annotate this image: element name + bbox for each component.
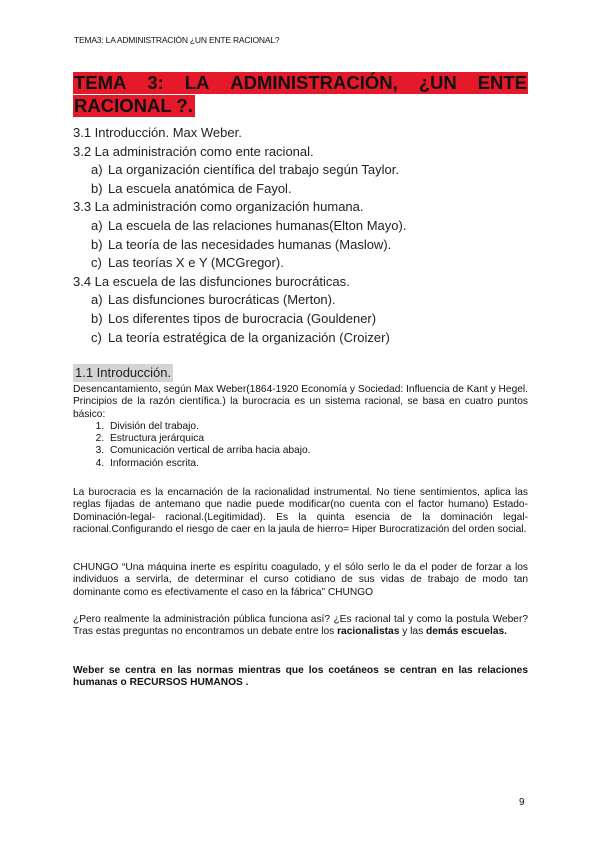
running-header: TEMA3: LA ADMINISTRACIÓN ¿UN ENTE RACIONAL? bbox=[74, 35, 280, 45]
list-item: 3. Comunicación vertical de arriba hacia abajo. bbox=[107, 445, 528, 457]
points-list bbox=[73, 421, 528, 470]
toc-subitem: c) La teoría estratégica de la organización (Croizer) bbox=[91, 329, 390, 345]
toc-item: 3.1 Introducción. Max Weber. bbox=[73, 125, 242, 140]
paragraph-bureaucracy: La burocracia es la encarnación de la racionalidad instrumental. No tiene sentimientos, aplica las reglas fijadas de antemano que nadie puede modificar(no cuenta con el factor humano) Estado-Dominación-legal- racional.(Legitimidad). Es la quinta esencia de la dominación legal-racional.Configurando el riesgo de caer en la jaula de hierro= Hiper Burocratización del orden social. bbox=[73, 487, 528, 535]
section-heading: 1.1 Introducción. bbox=[75, 365, 172, 380]
title-word: TEMA bbox=[74, 72, 127, 93]
list-item: 4. Información escrita. bbox=[107, 458, 528, 470]
toc-subitem: b) La escuela anatómica de Fayol. bbox=[91, 180, 292, 196]
toc-item: 3.3 La administración como organización humana. bbox=[73, 199, 364, 215]
title-line-2: RACIONAL ?. bbox=[74, 95, 193, 116]
title-word: ENTE bbox=[477, 72, 527, 93]
toc-subitem: a) La escuela de las relaciones humanas(Elton Mayo). bbox=[91, 217, 407, 233]
toc-subitem: b) La teoría de las necesidades humanas (Maslow). bbox=[91, 236, 392, 252]
title-line-1 bbox=[73, 72, 528, 94]
list-item: 2. Estructura jerárquica bbox=[107, 433, 528, 445]
page-number: 9 bbox=[519, 797, 525, 808]
toc-item: 3.2 La administración como ente racional. bbox=[73, 143, 314, 159]
title-word: ADMINISTRACIÓN, bbox=[230, 72, 398, 93]
chapter-title bbox=[73, 72, 528, 117]
paragraph-conclusion: Weber se centra en las normas mientras que los coetáneos se centran en las relaciones humanas o RECURSOS HUMANOS . bbox=[73, 665, 528, 689]
toc-item: 3.4 La escuela de las disfunciones burocráticas. bbox=[73, 273, 350, 289]
intro-paragraph: Desencantamiento, según Max Weber(1864-1920 Economía y Sociedad: Influencia de Kant y Hegel. Principios de la razón científica.) la burocracia es un sistema racional, se basa en cuatro puntos básico: 1. División del trabajo. 2. Estructura jerárquica 3. Comunicación vertical de arriba hacia abajo. 4. Información escrita. bbox=[73, 384, 528, 470]
toc-subitem: c) Las teorías X e Y (MCGregor). bbox=[91, 255, 284, 271]
toc-subitem: b) Los diferentes tipos de burocracia (Gouldener) bbox=[91, 310, 377, 326]
title-word: LA bbox=[184, 72, 210, 93]
title-word: 3: bbox=[147, 72, 164, 93]
paragraph-question: ¿Pero realmente la administración pública funciona así? ¿Es racional tal y como la postula Weber? Tras estas preguntas no encontramos un debate entre los racionalistas y las demás escuelas. bbox=[73, 614, 528, 638]
toc-subitem: a) La organización científica del trabajo según Taylor. bbox=[91, 162, 400, 178]
toc-subitem: a) Las disfunciones burocráticas (Merton). bbox=[91, 292, 336, 308]
title-word: ¿UN bbox=[418, 72, 457, 93]
paragraph-quote: CHUNGO “Una máquina inerte es espíritu coagulado, y el sólo serlo le da el poder de forzar a los individuos a servirla, de determinar el curso cotidiano de sus vidas de trabajo de modo tan dominante como es efectivamente el caso en la fábrica” CHUNGO bbox=[73, 562, 528, 598]
table-of-contents bbox=[73, 124, 543, 347]
list-item: 1. División del trabajo. bbox=[107, 421, 528, 433]
